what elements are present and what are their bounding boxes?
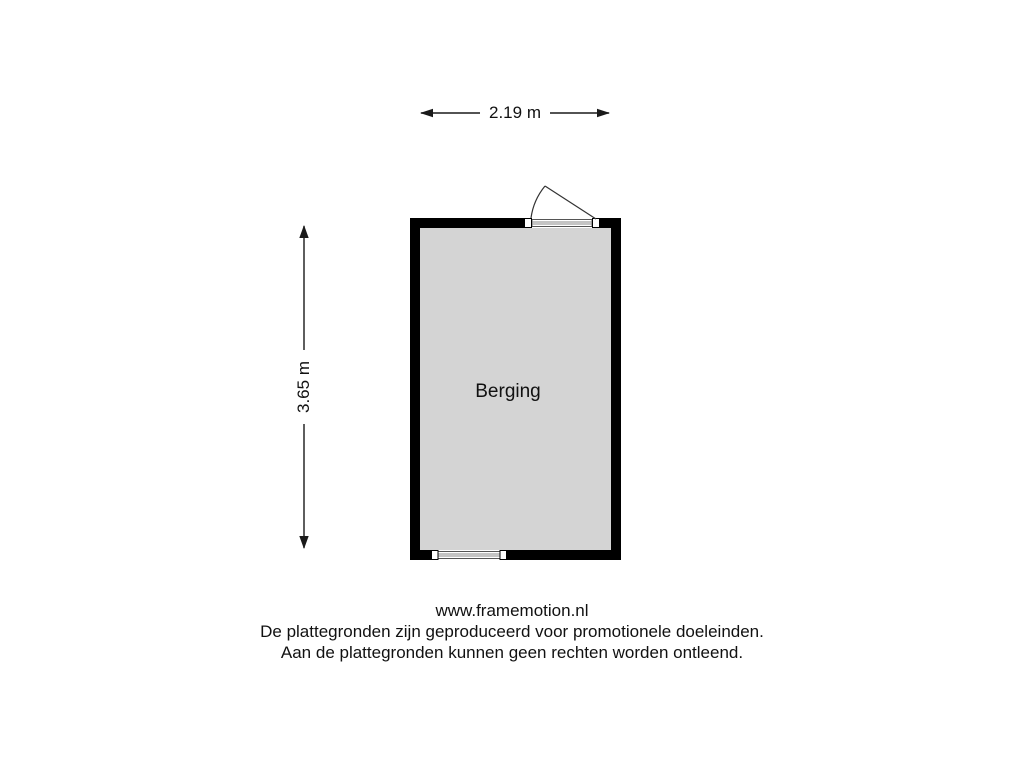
door-threshold — [532, 220, 592, 227]
door-leaf — [545, 186, 596, 219]
footer — [0, 600, 1024, 663]
arrowhead-up-icon — [299, 225, 308, 238]
door-jamb-right — [593, 219, 600, 228]
footer-disclaimer-line2: Aan de plattegronden kunnen geen rechten worden ontleend. — [280, 643, 744, 662]
footer-website: www.framemotion.nl — [435, 601, 589, 620]
footer-disclaimer-line1: De plattegronden zijn geproduceerd voor promotionele doeleinden. — [260, 622, 764, 641]
arrowhead-left-icon — [420, 109, 433, 118]
window — [431, 550, 507, 560]
arrowhead-down-icon — [299, 536, 308, 549]
door-jamb-left — [525, 219, 532, 228]
arrowhead-right-icon — [597, 109, 610, 118]
window-jamb-left — [432, 551, 439, 560]
height-dimension-label: 3.65 m — [294, 350, 314, 424]
room-label: Berging — [475, 381, 541, 402]
window-frame — [438, 552, 500, 559]
window-jamb-right — [500, 551, 507, 560]
width-dimension-label: 2.19 m — [480, 103, 550, 123]
door-swing-arc — [531, 186, 545, 218]
door — [524, 186, 600, 228]
